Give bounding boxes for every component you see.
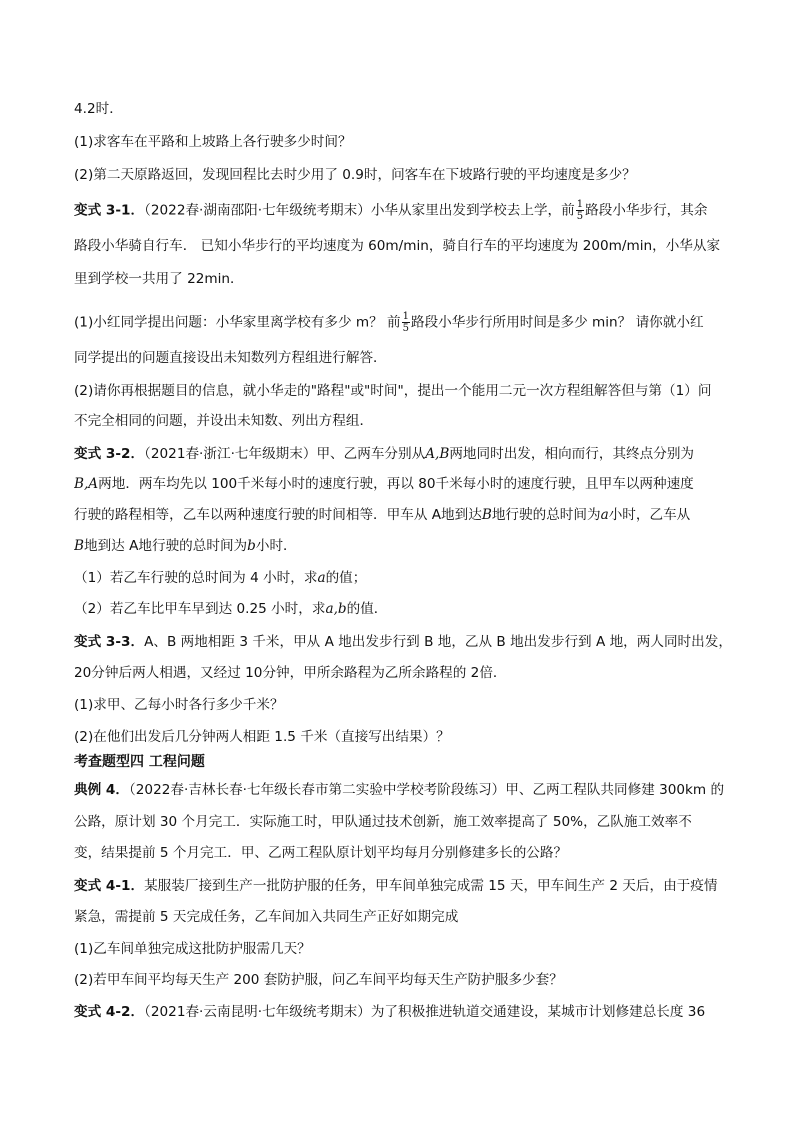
variant-label: 变式 3-2．: [74, 446, 145, 462]
question-1: [74, 696, 734, 714]
text-line: [74, 844, 734, 862]
question-1: [74, 311, 734, 334]
line-text: (1)乙车间单独完成这批防护服需几天？: [74, 941, 311, 957]
line-text: (1)求甲、乙每小时各行多少千米？: [74, 697, 284, 713]
example-label: 典例 4．: [74, 782, 129, 798]
math-var: b: [247, 538, 256, 554]
line-text: 变，结果提前 5 个月完工．甲、乙两工程队原计划平均每月分别修建多长的公路？: [74, 845, 568, 861]
line-text: (1)求客车在平路和上坡路上各行驶多少时间？: [74, 134, 352, 150]
line-text: A、B 两地相距 3 千米，甲从 A 地出发步行到 B 地，乙从 B 地出发步行到 A 地，两人同时出发，: [144, 634, 732, 650]
math-var: B,A: [74, 476, 99, 492]
variant-4-2-line-1: [74, 1003, 734, 1021]
variant-3-1-line-1: [74, 199, 734, 222]
math-var: a: [317, 570, 326, 586]
line-text: 两地同时出发，相向而行，其终点分别为: [449, 446, 695, 462]
question-2: [74, 971, 734, 989]
line-text: (1)小红同学提出问题：小华家里离学校有多少 m？ 前: [74, 314, 401, 331]
example-4-line-1: [74, 781, 734, 799]
line-text: 20分钟后两人相遇，又经过 10分钟，甲所余路程为乙所余路程的 2倍．: [74, 665, 507, 681]
line-text: 路段小华步行所用时间是多少 min？ 请你就小红: [410, 314, 704, 331]
line-text: 路段小华骑自行车． 已知小华步行的平均速度为 60m/min，骑自行车的平均速度为 200m/min，小华从家: [74, 238, 721, 254]
text-line: [74, 237, 734, 255]
text-line: [74, 270, 734, 288]
line-text: 公路，原计划 30 个月完工．实际施工时，甲队通过技术创新，施工效率提高了 50%，乙队施工效率不: [74, 814, 692, 830]
text-line: [74, 908, 734, 926]
line-text: 小时，乙车从: [608, 507, 691, 523]
question-1: [74, 133, 734, 151]
math-var: a: [600, 507, 609, 523]
variant-label: 变式 4-1．: [74, 878, 145, 894]
line-text: (2)在他们出发后几分钟两人相距 1.5 千米（直接写出结果）？: [74, 729, 450, 745]
math-var: a,b: [325, 601, 347, 617]
line-text: (2)请你再根据题目的信息，就小华走的"路程"或"时间"，提出一个能用二元一次方程组解答但与第（1）问: [74, 383, 712, 399]
fraction-numerator: 1: [576, 199, 584, 210]
question-1: [74, 569, 734, 587]
fraction-denominator: 5: [402, 323, 409, 334]
question-1: [74, 940, 734, 958]
line-text: (2)第二天原路返回，发现回程比去时少用了 0.9时，问客车在下坡路行驶的平均速度是多少？: [74, 167, 636, 183]
math-var: B: [481, 507, 492, 523]
question-2: [74, 600, 734, 618]
variant-3-2-line-1: [74, 445, 734, 463]
variant-3-3-line-1: [74, 633, 734, 651]
fraction-one-fifth: [576, 199, 584, 222]
variant-label: 变式 3-1．: [74, 202, 145, 219]
variant-label: 变式 4-2．: [74, 1004, 145, 1020]
line-text: 里到学校一共用了 22min．: [74, 271, 244, 287]
line-text: 的值．: [346, 601, 388, 617]
line-text: 4.2时．: [74, 101, 123, 117]
line-text: （2022春·吉林长春·七年级长春市第二实验中学校考阶段练习）甲、乙两工程队共同修建 300km 的: [128, 782, 725, 798]
text-line: [74, 813, 734, 831]
line-text: 某服装厂接到生产一批防护服的任务，甲车间单独完成需 15 天，甲车间生产 2 天后，由于疫情: [144, 878, 718, 894]
fraction-denominator: 5: [576, 211, 584, 222]
question-2: [74, 728, 734, 746]
line-text: 地行驶的总时间为: [491, 507, 601, 523]
line-text: （2022春·湖南邵阳·七年级统考期末）小华从家里出发到学校去上学，前: [144, 202, 575, 219]
line-text: （2021春·云南昆明·七年级统考期末）为了积极推进轨道交通建设，某城市计划修建总长度 36: [144, 1004, 706, 1020]
line-text: 行驶的路程相等，乙车以两种速度行驶的时间相等．甲车从 A地到达: [74, 507, 482, 523]
text-line: [74, 506, 734, 524]
line-text: （2）若乙车比甲车早到达 0.25 小时，求: [74, 601, 326, 617]
text-line: [74, 664, 734, 682]
fraction-numerator: 1: [402, 311, 409, 322]
variant-4-1-line-1: [74, 877, 734, 895]
text-line: [74, 100, 734, 118]
section-heading: [74, 753, 734, 771]
line-text: 同学提出的问题直接设出未知数列方程组进行解答．: [74, 350, 387, 366]
question-2: [74, 382, 734, 400]
variant-label: 变式 3-3．: [74, 634, 145, 650]
line-text: 地到达 A地行驶的总时间为: [84, 538, 248, 554]
line-text: 紧急，需提前 5 天完成任务，乙车间加入共同生产正好如期完成: [74, 909, 459, 925]
line-text: 的值；: [325, 570, 367, 586]
heading-text: 考查题型四 工程问题: [74, 754, 205, 770]
text-line: [74, 537, 734, 555]
line-text: 两地．两车均先以 100千米每小时的速度行驶，再以 80千米每小时的速度行驶，且甲车以两种速度: [98, 476, 694, 492]
line-text: 不完全相同的问题，并设出未知数、列出方程组．: [74, 413, 374, 429]
text-line: [74, 412, 734, 430]
question-2: [74, 166, 734, 184]
line-text: (2)若甲车间平均每天生产 200 套防护服，问乙车间平均每天生产防护服多少套？: [74, 972, 563, 988]
text-line: [74, 475, 734, 493]
math-var: B: [74, 538, 84, 554]
line-text: 小时．: [255, 538, 297, 554]
fraction-one-fifth: [402, 311, 410, 334]
math-var: A,B: [425, 446, 450, 462]
line-text: （1）若乙车行驶的总时间为 4 小时，求: [74, 570, 318, 586]
line-text: 路段小华步行，其余: [585, 202, 708, 219]
text-line: [74, 349, 734, 367]
line-text: （2021春·浙江·七年级期末）甲、乙两车分别从: [144, 446, 426, 462]
